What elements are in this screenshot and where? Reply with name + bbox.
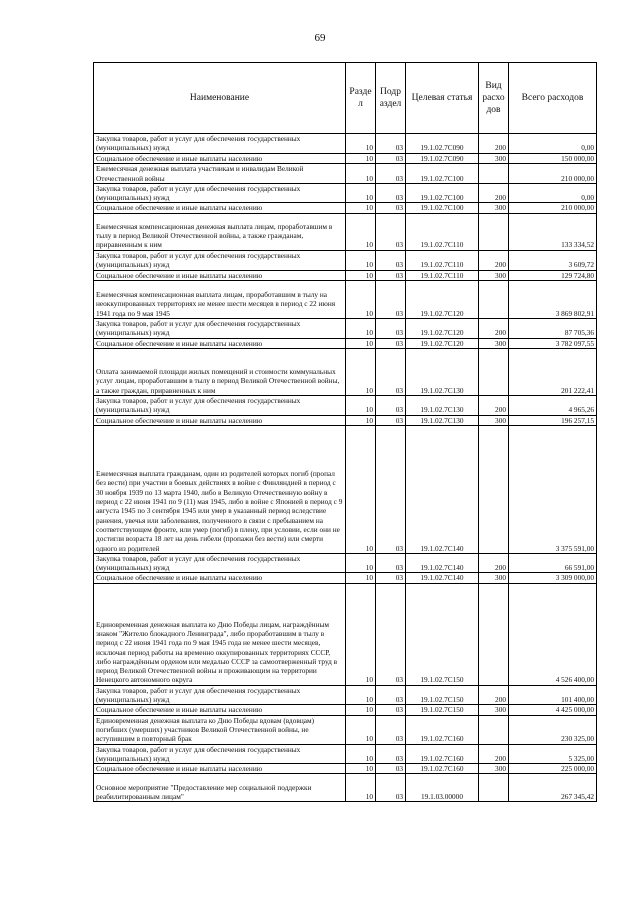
row-target: 19.1.02.7С160 [406,744,479,764]
row-razdel: 10 [346,715,376,744]
row-total: 133 334,52 [509,213,597,250]
row-razdel: 10 [346,583,376,685]
row-podrazdel: 03 [376,583,406,685]
row-vid: 200 [479,319,509,339]
row-target: 19.1.02.7С160 [406,764,479,774]
budget-table [93,62,597,802]
table-row [94,213,597,250]
table-row [94,250,597,270]
row-name: Социальное обеспечение и иные выплаты населению [94,764,346,774]
row-name: Закупка товаров, работ и услуг для обеспечения государственных (муниципальных) нужд [94,319,346,339]
row-total: 230 325,00 [509,715,597,744]
row-razdel: 10 [346,319,376,339]
row-razdel: 10 [346,415,376,425]
row-target: 19.1.02.7С140 [406,573,479,583]
page-number: 69 [314,32,326,44]
row-target: 19.1.03.00000 [406,774,479,802]
row-target: 19.1.02.7С100 [406,183,479,203]
row-vid: 200 [479,250,509,270]
row-total: 0,00 [509,183,597,203]
row-target: 19.1.02.7С090 [406,134,479,154]
row-total: 3 869 802,91 [509,281,597,319]
row-vid: 200 [479,553,509,573]
row-razdel: 10 [346,163,376,183]
row-total: 4 526 400,00 [509,583,597,685]
header-name: Наименование [94,63,346,134]
row-razdel: 10 [346,250,376,270]
table-row [94,163,597,183]
row-podrazdel: 03 [376,213,406,250]
row-total: 210 000,00 [509,203,597,213]
row-vid: 200 [479,685,509,705]
row-vid: 200 [479,183,509,203]
header-total: Всего расходов [509,63,597,134]
table-row [94,338,597,348]
row-name: Единовременная денежная выплата ко Дню Победы вдовам (вдовцам) погибших (умерших) участников Великой Отечественной войны, не вступившим в повторный брак [94,715,346,744]
row-podrazdel: 03 [376,250,406,270]
row-podrazdel: 03 [376,338,406,348]
row-vid [479,715,509,744]
row-vid [479,213,509,250]
header-podrazdel: Подр аздел [376,63,406,134]
row-name: Ежемесячная компенсационная денежная выплата лицам, проработавшим в тылу в период Великой Отечественной войны, а также гражданам, приравненным к ним [94,213,346,250]
table-row [94,764,597,774]
row-vid [479,425,509,553]
table-row [94,319,597,339]
row-razdel: 10 [346,203,376,213]
row-razdel: 10 [346,764,376,774]
row-name: Закупка товаров, работ и услуг для обеспечения государственных (муниципальных) нужд [94,183,346,203]
row-name: Оплата занимаемой площади жилых помещений и стоимости коммунальных услуг лицам, проработавшим в тылу в период Великой Отечественной войны, а также граждан, приравненных к ним [94,348,346,395]
row-vid: 300 [479,270,509,280]
table-row [94,685,597,705]
table-row [94,715,597,744]
row-total: 3 375 591,00 [509,425,597,553]
row-vid: 200 [479,395,509,415]
row-name: Закупка товаров, работ и услуг для обеспечения государственных (муниципальных) нужд [94,744,346,764]
table-row [94,705,597,715]
row-target: 19.1.02.7С140 [406,425,479,553]
row-podrazdel: 03 [376,281,406,319]
row-vid [479,583,509,685]
row-name: Социальное обеспечение и иные выплаты населению [94,705,346,715]
row-target: 19.1.02.7С120 [406,319,479,339]
row-podrazdel: 03 [376,395,406,415]
row-total: 0,00 [509,134,597,154]
row-podrazdel: 03 [376,425,406,553]
row-vid: 300 [479,203,509,213]
table-row [94,553,597,573]
row-name: Основное мероприятие "Предоставление мер социальной поддержки реабилитированным лицам" [94,774,346,802]
row-name: Ежемесячная компенсационная выплата лицам, проработавшим в тылу на неоккупированных территориях не менее шести месяцев в период с 22 июня 1941 года по 9 мая 1945 [94,281,346,319]
row-target: 19.1.02.7С090 [406,153,479,163]
row-podrazdel: 03 [376,744,406,764]
row-name: Социальное обеспечение и иные выплаты населению [94,338,346,348]
row-vid: 300 [479,705,509,715]
row-name: Социальное обеспечение и иные выплаты населению [94,203,346,213]
header-vid: Вид расхо дов [479,63,509,134]
row-vid: 300 [479,573,509,583]
row-total: 3 309 000,00 [509,573,597,583]
table-row [94,270,597,280]
row-target: 19.1.02.7С110 [406,250,479,270]
row-name: Закупка товаров, работ и услуг для обеспечения государственных (муниципальных) нужд [94,685,346,705]
table-row [94,348,597,395]
row-vid [479,163,509,183]
row-razdel: 10 [346,395,376,415]
row-target: 19.1.02.7С160 [406,715,479,744]
row-total: 3 609,72 [509,250,597,270]
row-vid: 300 [479,764,509,774]
row-podrazdel: 03 [376,134,406,154]
row-total: 210 000,00 [509,163,597,183]
row-name: Закупка товаров, работ и услуг для обеспечения государственных (муниципальных) нужд [94,553,346,573]
row-vid [479,774,509,802]
row-name: Социальное обеспечение и иные выплаты населению [94,573,346,583]
row-podrazdel: 03 [376,348,406,395]
row-razdel: 10 [346,553,376,573]
row-total: 201 222,41 [509,348,597,395]
row-razdel: 10 [346,573,376,583]
row-name: Закупка товаров, работ и услуг для обеспечения государственных (муниципальных) нужд [94,395,346,415]
header-razdel: Разде л [346,63,376,134]
table-row [94,425,597,553]
table-row [94,583,597,685]
row-name: Единовременная денежная выплата ко Дню Победы лицам, награждённым знаком "Жителю блокадного Ленинграда", либо проработавшим в тылу в период с 22 июня 1941 года по 9 мая 1945 года не менее шести месяцев, исключая период работы на временно оккупированных территориях СССР, либо награждённым орденом или медалью СССР за самоотверженный труд в период Великой Отечественной войны и проживающим на территории Ненецкого автономного округа [94,583,346,685]
row-podrazdel: 03 [376,203,406,213]
table-row [94,415,597,425]
row-name: Ежемесячная выплата гражданам, один из родителей которых погиб (пропал без вести) при участии в боевых действиях в войне с Финляндией в период с 30 ноября 1939 по 13 марта 1940, либо в Великую Отечественную войну в период с 22 июня 1941 по 9 (11) мая 1945, либо в войне с Японией в период с 9 августа 1945 по 3 сентября 1945 или умер в указанный период вследствие ранения, увечья или заболевания, полученного в связи с пребыванием на соответствующем фронте, или умер (погиб) в плену, при условии, если они не достигли возраста 18 лет на день гибели (пропажи без вести) или смерти одного из родителей [94,425,346,553]
row-razdel: 10 [346,153,376,163]
row-target: 19.1.02.7С100 [406,163,479,183]
table-row [94,744,597,764]
row-total: 196 257,15 [509,415,597,425]
row-podrazdel: 03 [376,715,406,744]
row-razdel: 10 [346,425,376,553]
row-total: 267 345,42 [509,774,597,802]
table-row [94,395,597,415]
row-target: 19.1.02.7С120 [406,281,479,319]
table-header-row [94,63,597,134]
row-razdel: 10 [346,213,376,250]
row-razdel: 10 [346,744,376,764]
row-name: Социальное обеспечение и иные выплаты населению [94,153,346,163]
row-podrazdel: 03 [376,573,406,583]
row-target: 19.1.02.7С140 [406,553,479,573]
row-total: 5 325,00 [509,744,597,764]
row-razdel: 10 [346,281,376,319]
row-podrazdel: 03 [376,553,406,573]
row-razdel: 10 [346,183,376,203]
row-name: Социальное обеспечение и иные выплаты населению [94,415,346,425]
row-total: 4 425 000,00 [509,705,597,715]
row-total: 87 705,36 [509,319,597,339]
row-razdel: 10 [346,348,376,395]
row-podrazdel: 03 [376,163,406,183]
row-target: 19.1.02.7С120 [406,338,479,348]
row-total: 3 782 097,55 [509,338,597,348]
row-total: 129 724,80 [509,270,597,280]
header-target: Целевая статья [406,63,479,134]
row-vid [479,281,509,319]
row-name: Закупка товаров, работ и услуг для обеспечения государственных (муниципальных) нужд [94,134,346,154]
row-target: 19.1.02.7С130 [406,415,479,425]
row-total: 101 400,00 [509,685,597,705]
row-podrazdel: 03 [376,183,406,203]
row-target: 19.1.02.7С110 [406,270,479,280]
table-row [94,153,597,163]
row-razdel: 10 [346,270,376,280]
row-vid: 200 [479,744,509,764]
row-razdel: 10 [346,774,376,802]
row-podrazdel: 03 [376,774,406,802]
row-razdel: 10 [346,338,376,348]
row-total: 4 965,26 [509,395,597,415]
row-podrazdel: 03 [376,319,406,339]
row-name: Социальное обеспечение и иные выплаты населению [94,270,346,280]
row-target: 19.1.02.7С150 [406,583,479,685]
row-total: 150 000,00 [509,153,597,163]
table-row [94,183,597,203]
row-podrazdel: 03 [376,764,406,774]
row-podrazdel: 03 [376,685,406,705]
row-podrazdel: 03 [376,153,406,163]
row-podrazdel: 03 [376,270,406,280]
row-vid: 300 [479,338,509,348]
row-target: 19.1.02.7С100 [406,203,479,213]
table-row [94,203,597,213]
row-razdel: 10 [346,705,376,715]
row-razdel: 10 [346,134,376,154]
row-podrazdel: 03 [376,415,406,425]
row-vid: 200 [479,134,509,154]
row-podrazdel: 03 [376,705,406,715]
row-target: 19.1.02.7С110 [406,213,479,250]
table-row [94,134,597,154]
row-total: 225 000,00 [509,764,597,774]
row-vid [479,348,509,395]
row-vid: 300 [479,153,509,163]
row-razdel: 10 [346,685,376,705]
row-name: Ежемесячная денежная выплата участникам и инвалидам Великой Отечественной войны [94,163,346,183]
row-total: 66 591,00 [509,553,597,573]
row-name: Закупка товаров, работ и услуг для обеспечения государственных (муниципальных) нужд [94,250,346,270]
table-row [94,281,597,319]
row-target: 19.1.02.7С150 [406,685,479,705]
row-target: 19.1.02.7С130 [406,395,479,415]
table-row [94,573,597,583]
table-row [94,774,597,802]
row-target: 19.1.02.7С150 [406,705,479,715]
row-target: 19.1.02.7С130 [406,348,479,395]
row-vid: 300 [479,415,509,425]
